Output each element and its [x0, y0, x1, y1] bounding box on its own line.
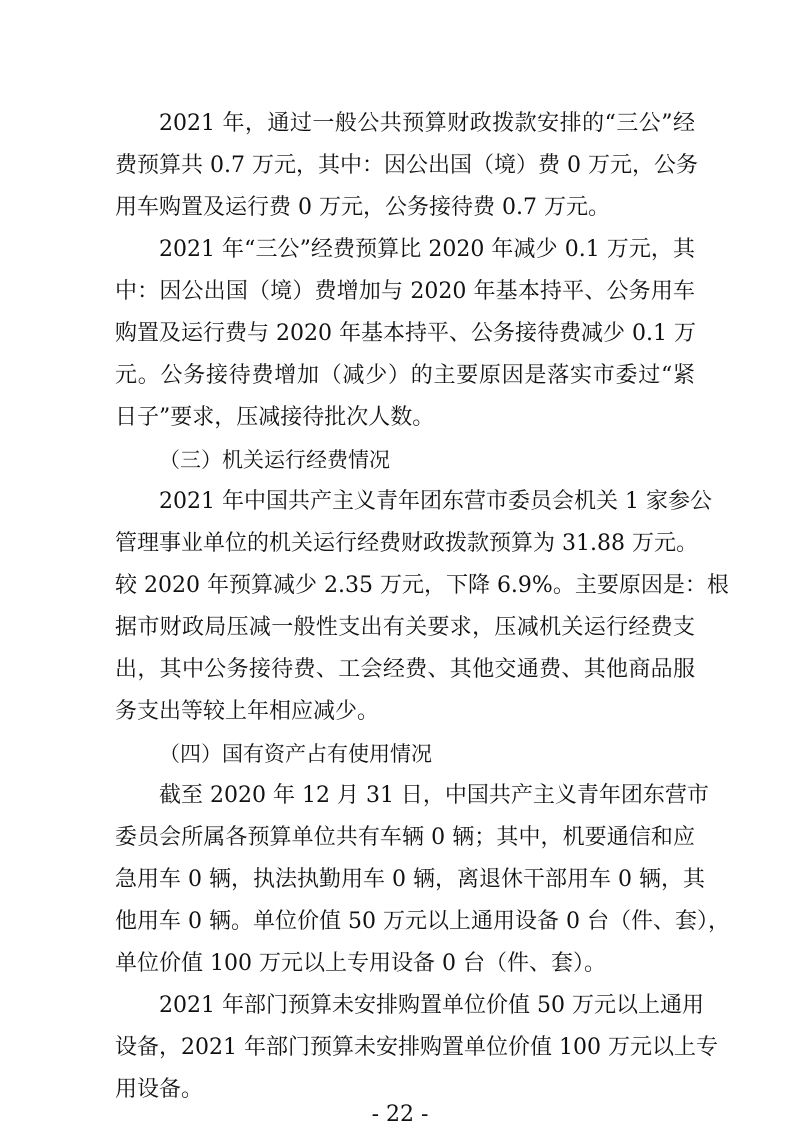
paragraph-3-line-4: 据市财政局压减一般性支出有关要求，压减机关运行经费支 [115, 615, 695, 640]
paragraph-5-line-3: 用设备。 [115, 1077, 204, 1102]
paragraph-1-line-1: 2021 年，通过一般公共预算财政拨款安排的“三公”经 [159, 111, 695, 136]
section-heading-3: （三）机关运行经费情况 [159, 448, 390, 472]
paragraph-1-line-3: 用车购置及运行费 0 万元，公务接待费 0.7 万元。 [115, 195, 610, 220]
paragraph-2-line-4: 元。公务接待费增加（减少）的主要原因是落实市委过“紧 [115, 363, 695, 388]
paragraph-1-line-2: 费预算共 0.7 万元，其中：因公出国（境）费 0 万元，公务 [115, 153, 698, 178]
paragraph-4-line-5: 单位价值 100 万元以上专用设备 0 台（件、套）。 [115, 951, 606, 976]
paragraph-3-line-2: 管理事业单位的机关运行经费财政拨款预算为 31.88 万元。 [115, 531, 698, 556]
paragraph-3-line-3: 较 2020 年预算减少 2.35 万元，下降 6.9%。主要原因是：根 [115, 573, 729, 598]
section-heading-4: （四）国有资产占有使用情况 [159, 742, 432, 766]
paragraph-2-line-5: 日子”要求，压减接待批次人数。 [115, 405, 435, 430]
paragraph-4-line-3: 急用车 0 辆，执法执勤用车 0 辆，离退休干部用车 0 辆，其 [115, 867, 705, 892]
paragraph-3-line-5: 出，其中公务接待费、工会经费、其他交通费、其他商品服 [115, 657, 695, 682]
paragraph-5-line-1: 2021 年部门预算未安排购置单位价值 50 万元以上通用 [159, 993, 704, 1018]
paragraph-2-line-1: 2021 年“三公”经费预算比 2020 年减少 0.1 万元，其 [159, 237, 695, 262]
paragraph-3-line-6: 务支出等较上年相应减少。 [115, 699, 380, 724]
paragraph-2-line-2: 中：因公出国（境）费增加与 2020 年基本持平、公务用车 [115, 279, 695, 304]
paragraph-4-line-1: 截至 2020 年 12 月 31 日，中国共产主义青年团东营市 [159, 783, 709, 808]
paragraph-3-line-1: 2021 年中国共产主义青年团东营市委员会机关 1 家参公 [159, 489, 712, 514]
paragraph-4-line-2: 委员会所属各预算单位共有车辆 0 辆；其中，机要通信和应 [115, 825, 695, 850]
paragraph-2-line-3: 购置及运行费与 2020 年基本持平、公务接待费减少 0.1 万 [115, 321, 696, 346]
paragraph-4-line-4: 他用车 0 辆。单位价值 50 万元以上通用设备 0 台（件、套）， [115, 909, 730, 934]
paragraph-5-line-2: 设备，2021 年部门预算未安排购置单位价值 100 万元以上专 [115, 1035, 718, 1060]
page-number: - 22 - [371, 1102, 429, 1127]
